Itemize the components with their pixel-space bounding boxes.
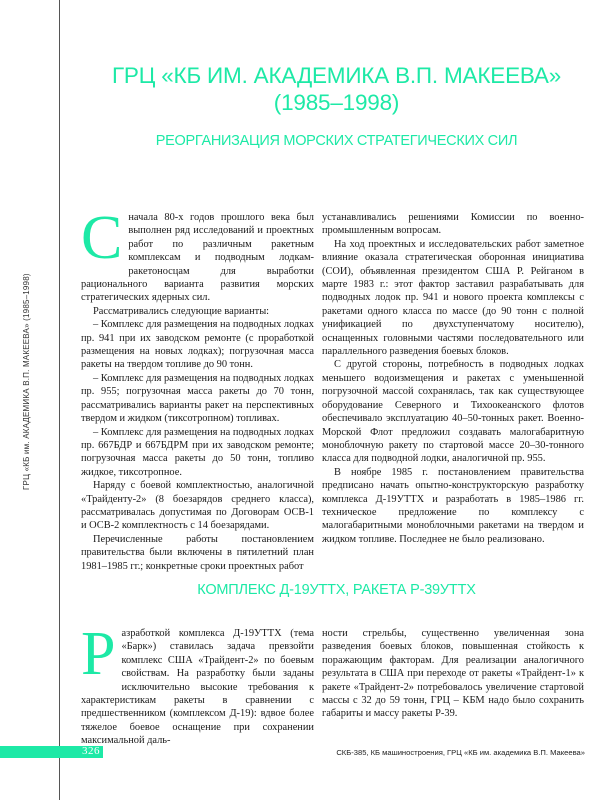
section1-left-column <box>81 204 314 573</box>
paragraph: Рассматривались следующие варианты: <box>93 305 270 317</box>
page-title-line2: (1985–1998) <box>273 90 400 115</box>
section2-left-column <box>81 620 314 748</box>
paragraph: Перечисленные работы постановлением правительства были включены в пятилетний план 1981–1985 гг.; конкретные сроки проектных работ <box>81 533 314 572</box>
running-head: ГРЦ «КБ им. АКАДЕМИКА В.П. МАКЕЕВА» (1985–1998) <box>22 273 31 490</box>
section2-right-column <box>322 627 584 721</box>
page-title-line1: ГРЦ «КБ ИМ. АКАДЕМИКА В.П. МАКЕЕВА» <box>111 63 562 88</box>
dropcap: Р <box>81 620 116 688</box>
paragraph: – Комплекс для размещения на подводных лодках пр. 667БДР и 667БДРМ при их заводском ремонте; погрузочная масса ракеты до 50 тонн, топливо жидкое, тиксотропное. <box>81 426 314 478</box>
paragraph: – Комплекс для размещения на подводных лодках пр. 941 при их заводском ремонте (с проработкой размещения на новых лодках); погрузочная масса ракеты на твердом топливе до 90 тонн. <box>81 319 314 371</box>
paragraph-text: начала 80-х годов прошлого века был выполнен ряд исследований и проектных работ по различным ракетным комплексам и подводным лодкам-ракетоносцам для выработки рационального варианта развития морских стратегических ядерных сил. <box>81 212 314 304</box>
footer-text: СКБ-385, КБ машиностроения, ГРЦ «КБ им. академика В.П. Макеева» <box>336 748 585 757</box>
margin-rule <box>59 0 60 800</box>
paragraph: устанавливались решениями Комиссии по военно-промышленным вопросам. <box>322 212 584 237</box>
paragraph: С другой стороны, потребность в подводных лодках меньшего водоизмещения и ракетах с уменьшенной погрузочной массой сохранялась, так как существующее оборудование Северного и Тихоокеанского флотов обеспечивало эксплуатацию 40–50-тонных ракет. Военно-Морской Флот предложил создавать малогабаритную моноблочную ракету по стартовой массе 20–30-тонного класса для подводной лодки, аналогичной пр. 955. <box>322 359 584 465</box>
paragraph <box>81 204 314 305</box>
paragraph: – Комплекс для размещения на подводных лодках пр. 955; погрузочная масса ракеты до 70 тонн, рассматривались варианты ракет на перспективных твердом и жидком (тиксотропном) топливах. <box>81 372 314 425</box>
section2-heading: КОМПЛЕКС Д-19УТТХ, РАКЕТА Р-39УТТХ <box>197 582 476 598</box>
paragraph <box>81 620 314 748</box>
paragraph: В ноябре 1985 г. постановлением правительства предписано начать опытно-конструкторскую разработку комплекса Д-19УТТХ и разработать в 1985–1986 гг. техническое предложение по комплексу с малогабаритными моноблочными ракетами на твердом и жидком топливе. Последнее не было реализовано. <box>322 466 584 545</box>
paragraph-text: азработкой комплекса Д-19УТТХ (тема «Барк») ставилась задача превзойти комплекс США «Трайдент-2» по боевым свойствам. На разработку были заданы исключительно высокие требования к характеристикам ракеты в сравнении с предшественником (комплексом Д-19): вдвое более тяжелое боевое оснащение при сохранении максимальной даль- <box>81 628 314 747</box>
section1-right-column <box>322 211 584 546</box>
dropcap: С <box>81 204 123 272</box>
paragraph: На ход проектных и исследовательских работ заметное влияние оказала стратегическая оборонная инициатива (СОИ), объявленная президентом США Р. Рейганом в марте 1983 г.: этот фактор заставил разрабатывать для подводных лодок пр. 941 и нового проекта комплексы с ракетами одного класса по массе (до 90 тонн с полной унификацией по двухступенчатому носителю), оснащенных головными частями последовательного или параллельного разведения боевых блоков. <box>322 238 584 358</box>
paragraph: Наряду с боевой комплектностью, аналогичной «Трайденту-2» (8 боезарядов среднего класса), рассматривалась допустимая по Договорам ОСВ-1 и ОСВ-2 комплектность с 14 боезарядами. <box>81 480 314 532</box>
paragraph: ности стрельбы, существенно увеличенная зона разведения боевых блоков, повышенная стойкость к поражающим факторам. Для реализации аналогичного результата в США при переходе от ракеты «Трайдент-1» к ракете «Трайдент-2» потребовалось увеличение стартовой массы с 32 до 59 тонн, ГРЦ – КБМ надо было сохранить габариты и массу ракеты Р-39. <box>322 628 584 720</box>
page-title <box>60 62 613 116</box>
section1-heading: РЕОРГАНИЗАЦИЯ МОРСКИХ СТРАТЕГИЧЕСКИХ СИЛ <box>155 133 518 149</box>
page-number: 326 <box>82 745 100 757</box>
